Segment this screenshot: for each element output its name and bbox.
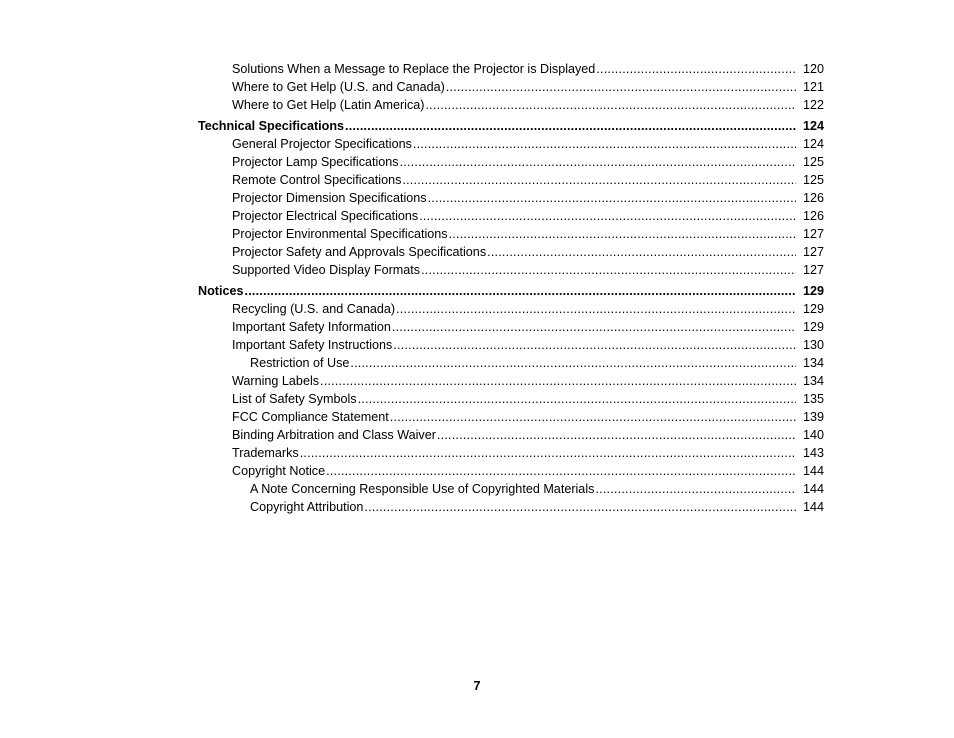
toc-entry-page: 120: [802, 62, 824, 76]
dot-leader: [364, 498, 796, 516]
dot-leader: [326, 462, 796, 480]
toc-entry-title: Projector Environmental Specifications: [232, 227, 448, 241]
toc-entry-link[interactable]: [198, 225, 824, 243]
toc-entry-link[interactable]: [198, 207, 824, 225]
toc-entry-title: Trademarks: [232, 446, 299, 460]
toc-entry-page: 125: [802, 173, 824, 187]
toc-entry-link[interactable]: [198, 462, 824, 480]
toc-entry-link[interactable]: [198, 354, 824, 372]
toc-entry-title: A Note Concerning Responsible Use of Copyrighted Materials: [250, 482, 595, 496]
toc-entry-page: 124: [802, 137, 824, 151]
toc-entry-title: Projector Dimension Specifications: [232, 191, 427, 205]
toc-entry-link[interactable]: [198, 372, 824, 390]
toc-entry-page: 121: [802, 80, 824, 94]
toc-entry-link[interactable]: [198, 408, 824, 426]
dot-leader: [358, 390, 796, 408]
dot-leader: [400, 153, 796, 171]
dot-leader: [345, 117, 796, 135]
toc-entry-title: Notices: [198, 284, 244, 298]
toc-entry-page: 126: [802, 209, 824, 223]
toc-entry-title: Important Safety Instructions: [232, 338, 393, 352]
dot-leader: [350, 354, 796, 372]
toc-entry-page: 134: [802, 374, 824, 388]
toc-entry-title: Copyright Attribution: [250, 500, 364, 514]
toc-entry-title: Solutions When a Message to Replace the Projector is Displayed: [232, 62, 596, 76]
toc-entry-title: Recycling (U.S. and Canada): [232, 302, 396, 316]
toc-entry-page: 129: [802, 302, 824, 316]
toc-entry-title: Where to Get Help (U.S. and Canada): [232, 80, 445, 94]
dot-leader: [595, 480, 796, 498]
dot-leader: [428, 189, 796, 207]
toc-entry-title: Projector Electrical Specifications: [232, 209, 419, 223]
toc-section-link[interactable]: [198, 117, 824, 135]
toc-entry-title: General Projector Specifications: [232, 137, 412, 151]
toc-entry-page: 125: [802, 155, 824, 169]
toc-entry-link[interactable]: [198, 60, 824, 78]
toc-entry-link[interactable]: [198, 135, 824, 153]
toc-entry-link[interactable]: [198, 153, 824, 171]
toc-entry-page: 122: [802, 98, 824, 112]
dot-leader: [421, 261, 796, 279]
dot-leader: [449, 225, 796, 243]
toc-entry-title: List of Safety Symbols: [232, 392, 357, 406]
toc-entry-link[interactable]: [198, 480, 824, 498]
toc-entry-page: 130: [802, 338, 824, 352]
toc-entry-link[interactable]: [198, 189, 824, 207]
toc-entry-page: 124: [802, 119, 824, 133]
dot-leader: [402, 171, 796, 189]
toc-entry-title: Warning Labels: [232, 374, 320, 388]
toc-entry-title: Projector Safety and Approvals Specifications: [232, 245, 487, 259]
page-number: 7: [473, 679, 481, 693]
toc-entry-link[interactable]: [198, 426, 824, 444]
toc-entry-title: Important Safety Information: [232, 320, 391, 334]
toc-entry-link[interactable]: [198, 444, 824, 462]
toc-entry-page: 144: [802, 500, 824, 514]
toc-entry-link[interactable]: [198, 336, 824, 354]
toc-entry-page: 134: [802, 356, 824, 370]
toc-entry-title: Technical Specifications: [198, 119, 345, 133]
toc-entry-link[interactable]: [198, 243, 824, 261]
toc-entry-link[interactable]: [198, 498, 824, 516]
toc-entry-link[interactable]: [198, 318, 824, 336]
toc-entry-title: Where to Get Help (Latin America): [232, 98, 425, 112]
dot-leader: [437, 426, 796, 444]
toc-entry-title: FCC Compliance Statement: [232, 410, 389, 424]
dot-leader: [392, 318, 796, 336]
toc-entry-title: Restriction of Use: [250, 356, 350, 370]
toc-entry-page: 144: [802, 464, 824, 478]
table-of-contents: [198, 60, 824, 516]
toc-entry-title: Binding Arbitration and Class Waiver: [232, 428, 436, 442]
toc-entry-page: 143: [802, 446, 824, 460]
toc-entry-link[interactable]: [198, 78, 824, 96]
dot-leader: [245, 282, 797, 300]
toc-section-link[interactable]: [198, 282, 824, 300]
toc-entry-link[interactable]: [198, 96, 824, 114]
toc-entry-page: 139: [802, 410, 824, 424]
toc-entry-page: 129: [802, 284, 824, 298]
toc-entry-link[interactable]: [198, 300, 824, 318]
toc-entry-title: Supported Video Display Formats: [232, 263, 421, 277]
toc-entry-link[interactable]: [198, 171, 824, 189]
dot-leader: [393, 336, 796, 354]
dot-leader: [300, 444, 796, 462]
toc-entry-title: Copyright Notice: [232, 464, 326, 478]
toc-entry-page: 127: [802, 227, 824, 241]
toc-entry-page: 140: [802, 428, 824, 442]
toc-entry-page: 144: [802, 482, 824, 496]
dot-leader: [596, 60, 796, 78]
toc-entry-page: 127: [802, 263, 824, 277]
toc-entry-page: 129: [802, 320, 824, 334]
dot-leader: [487, 243, 796, 261]
dot-leader: [396, 300, 796, 318]
toc-entry-page: 127: [802, 245, 824, 259]
dot-leader: [320, 372, 796, 390]
dot-leader: [413, 135, 796, 153]
dot-leader: [446, 78, 796, 96]
toc-entry-title: Remote Control Specifications: [232, 173, 402, 187]
dot-leader: [390, 408, 796, 426]
toc-entry-link[interactable]: [198, 390, 824, 408]
toc-entry-link[interactable]: [198, 261, 824, 279]
toc-entry-page: 135: [802, 392, 824, 406]
toc-entry-page: 126: [802, 191, 824, 205]
dot-leader: [419, 207, 796, 225]
dot-leader: [425, 96, 796, 114]
toc-entry-title: Projector Lamp Specifications: [232, 155, 399, 169]
